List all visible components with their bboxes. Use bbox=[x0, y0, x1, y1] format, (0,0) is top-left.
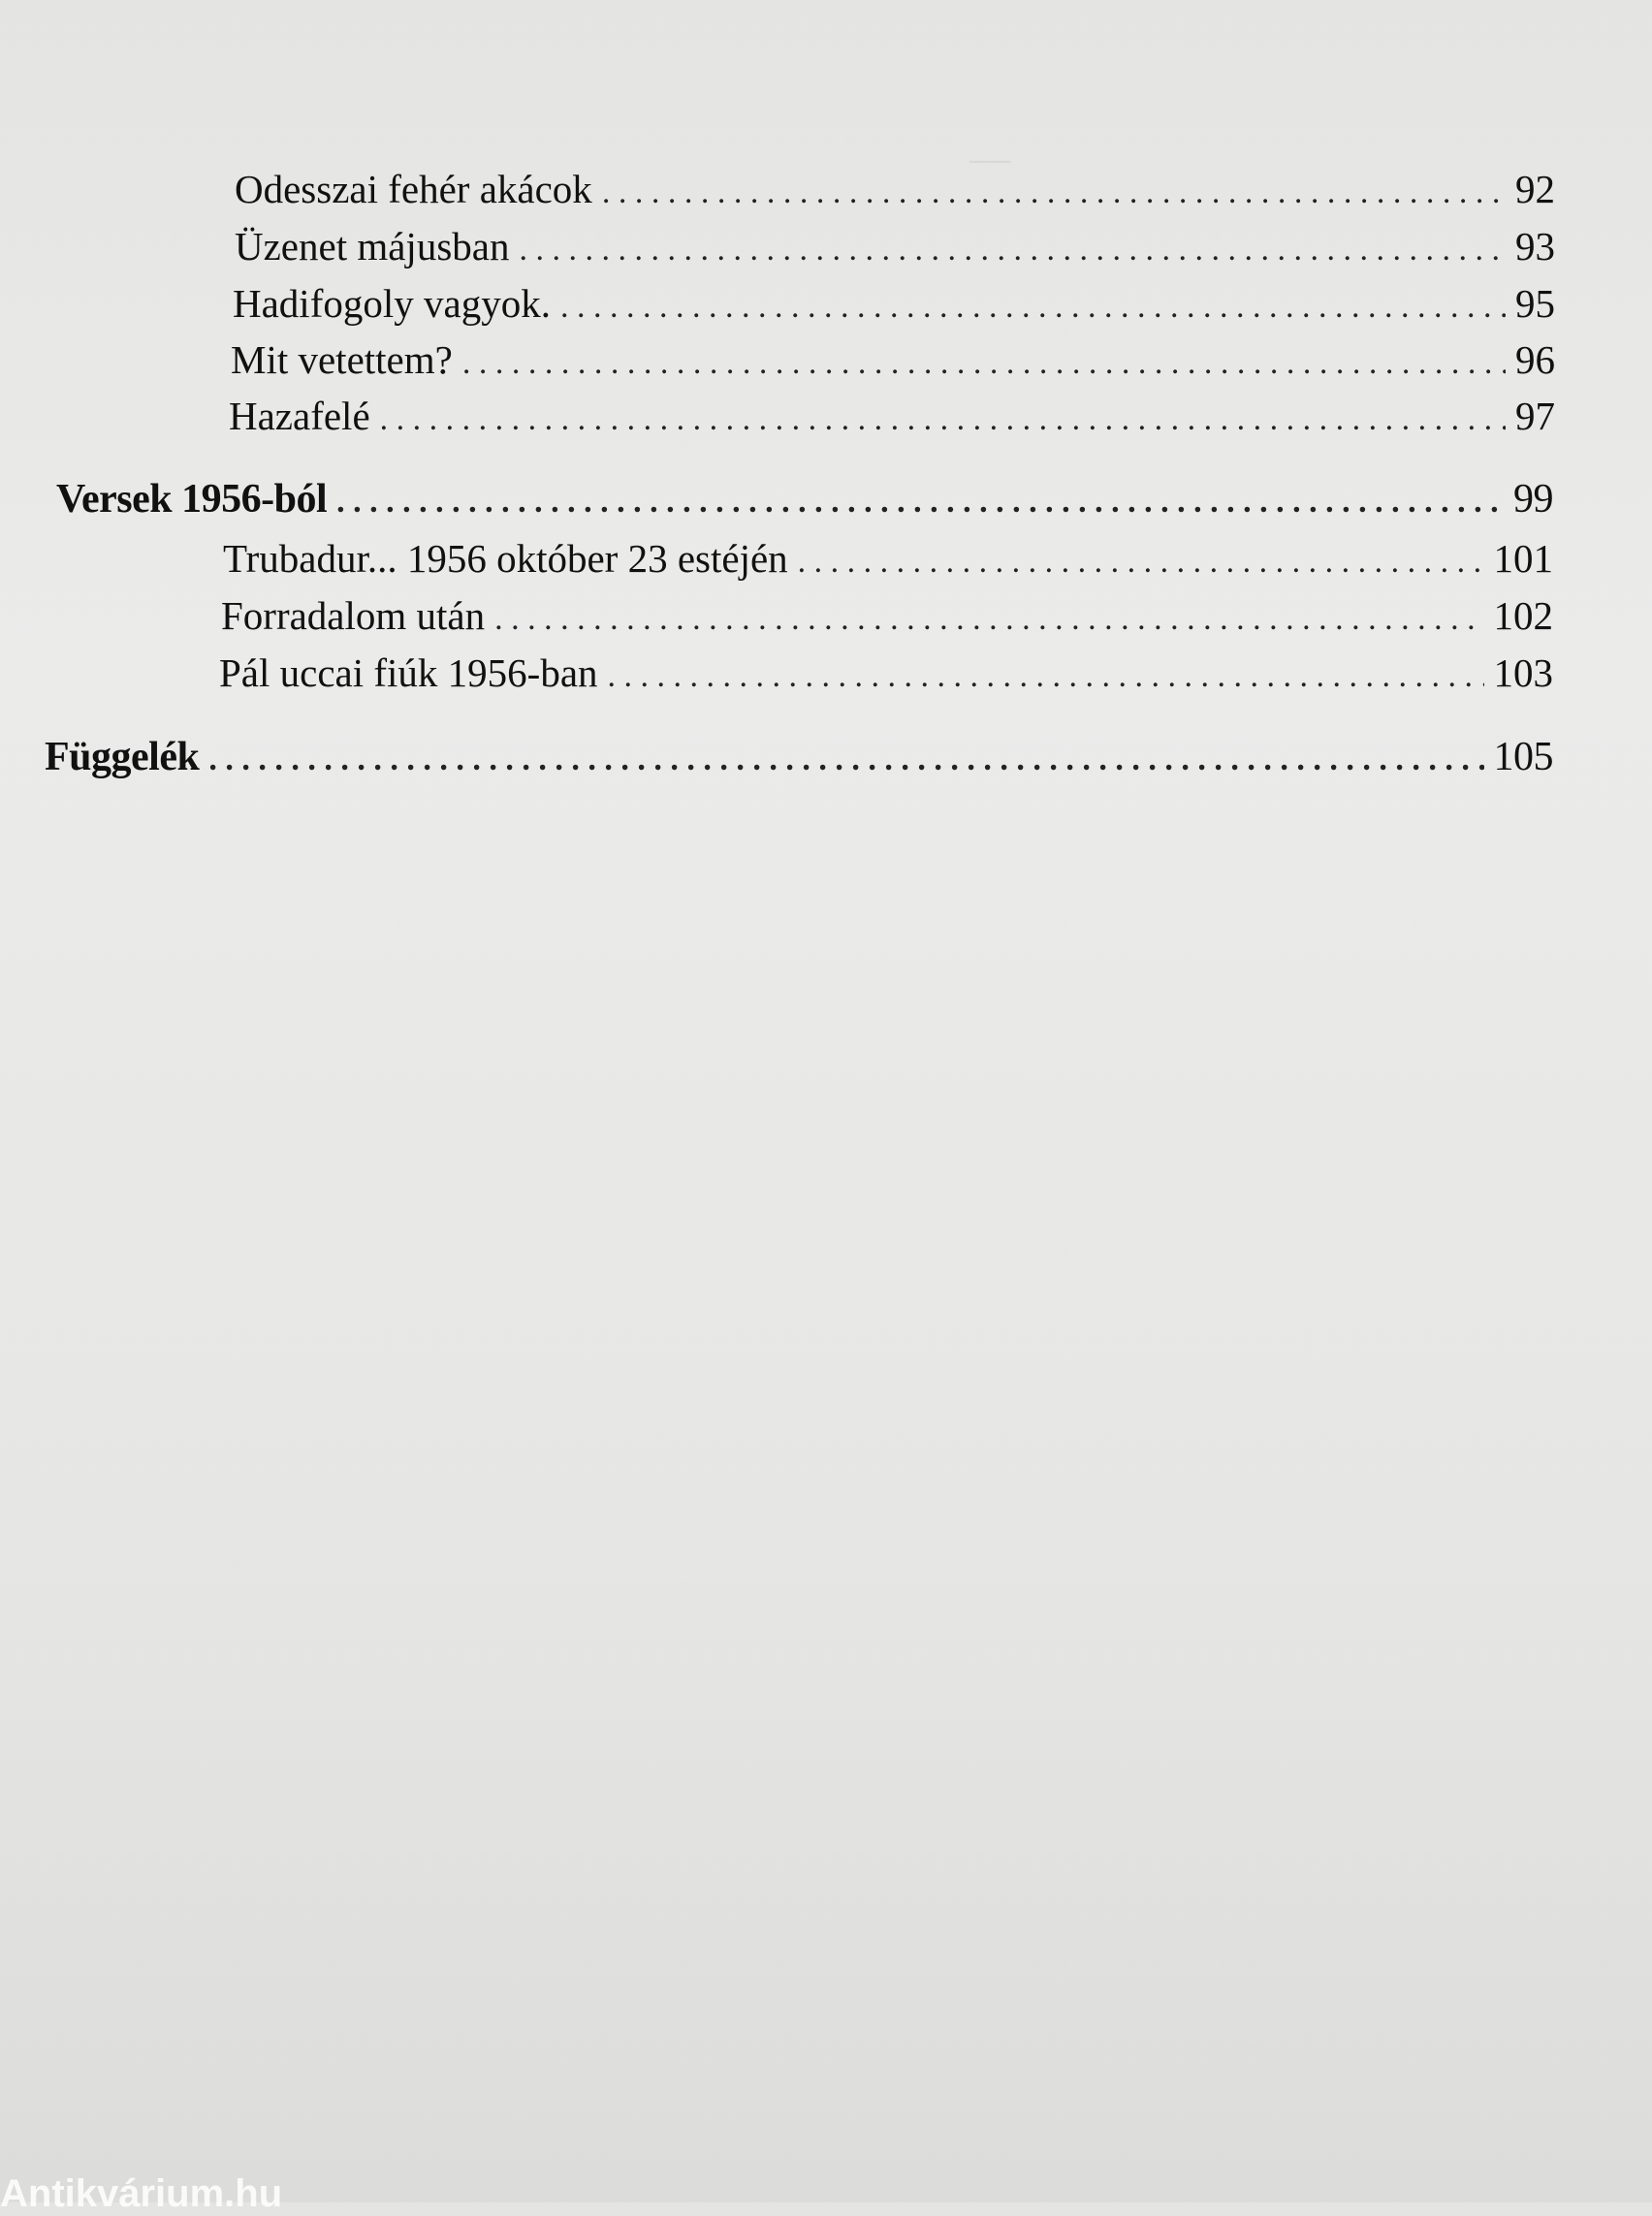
toc-entry-pal-uccai bbox=[219, 645, 1553, 701]
toc-entry-mit-vetettem bbox=[231, 332, 1555, 388]
toc-entry-odesszai bbox=[235, 161, 1555, 217]
toc-page-number: 93 bbox=[1515, 224, 1555, 269]
toc-leader-dots bbox=[336, 474, 1504, 530]
toc-section-title: Függelék bbox=[45, 735, 200, 779]
toc-page-number: 95 bbox=[1515, 281, 1555, 326]
toc-entry-title: Trubadur... 1956 október 23 estéjén bbox=[223, 536, 788, 581]
toc-entry-title: Hadifogoly vagyok. bbox=[233, 281, 551, 326]
toc-page-number: 101 bbox=[1493, 536, 1553, 581]
toc-page-number: 99 bbox=[1513, 477, 1553, 522]
toc-leader-dots bbox=[494, 591, 1483, 648]
toc-entry-hazafele bbox=[229, 388, 1555, 444]
toc-page-number: 92 bbox=[1515, 167, 1555, 211]
toc-section-title: Versek 1956-ból bbox=[56, 477, 328, 522]
toc-entry-title: Odesszai fehér akácok bbox=[235, 167, 592, 211]
toc-leader-dots bbox=[608, 649, 1484, 705]
toc-entry-trubadur bbox=[223, 530, 1553, 586]
toc-section-fuggelek bbox=[45, 729, 1553, 785]
toc-leader-dots bbox=[560, 279, 1506, 335]
toc-entry-title: Üzenet májusban bbox=[235, 224, 510, 269]
toc-page-number: 97 bbox=[1515, 394, 1555, 438]
toc-entry-forradalom-utan bbox=[221, 587, 1553, 644]
toc-entry-title: Pál uccai fiúk 1956-ban bbox=[219, 650, 598, 695]
toc-entry-title: Hazafelé bbox=[229, 394, 370, 438]
toc-section-versek-1956 bbox=[56, 471, 1553, 527]
toc-leader-dots bbox=[519, 222, 1506, 278]
toc-leader-dots bbox=[462, 335, 1506, 392]
toc-entry-title: Mit vetettem? bbox=[231, 337, 453, 382]
toc-entry-hadifogoly bbox=[233, 275, 1555, 332]
toc-entry-uzenet bbox=[235, 218, 1555, 274]
toc-entry-title: Forradalom után bbox=[221, 593, 486, 638]
toc-page-number: 105 bbox=[1493, 735, 1553, 779]
toc-leader-dots bbox=[798, 534, 1484, 590]
toc-leader-dots bbox=[208, 732, 1483, 788]
toc-leader-dots bbox=[380, 392, 1506, 448]
site-watermark: Antikvárium.hu bbox=[0, 2172, 283, 2215]
toc-page-number: 96 bbox=[1515, 337, 1555, 382]
toc-page-number: 102 bbox=[1493, 593, 1553, 638]
toc-page-number: 103 bbox=[1493, 650, 1553, 695]
toc-leader-dots bbox=[602, 165, 1506, 221]
reverse-side-bleed: — bbox=[969, 137, 1010, 181]
